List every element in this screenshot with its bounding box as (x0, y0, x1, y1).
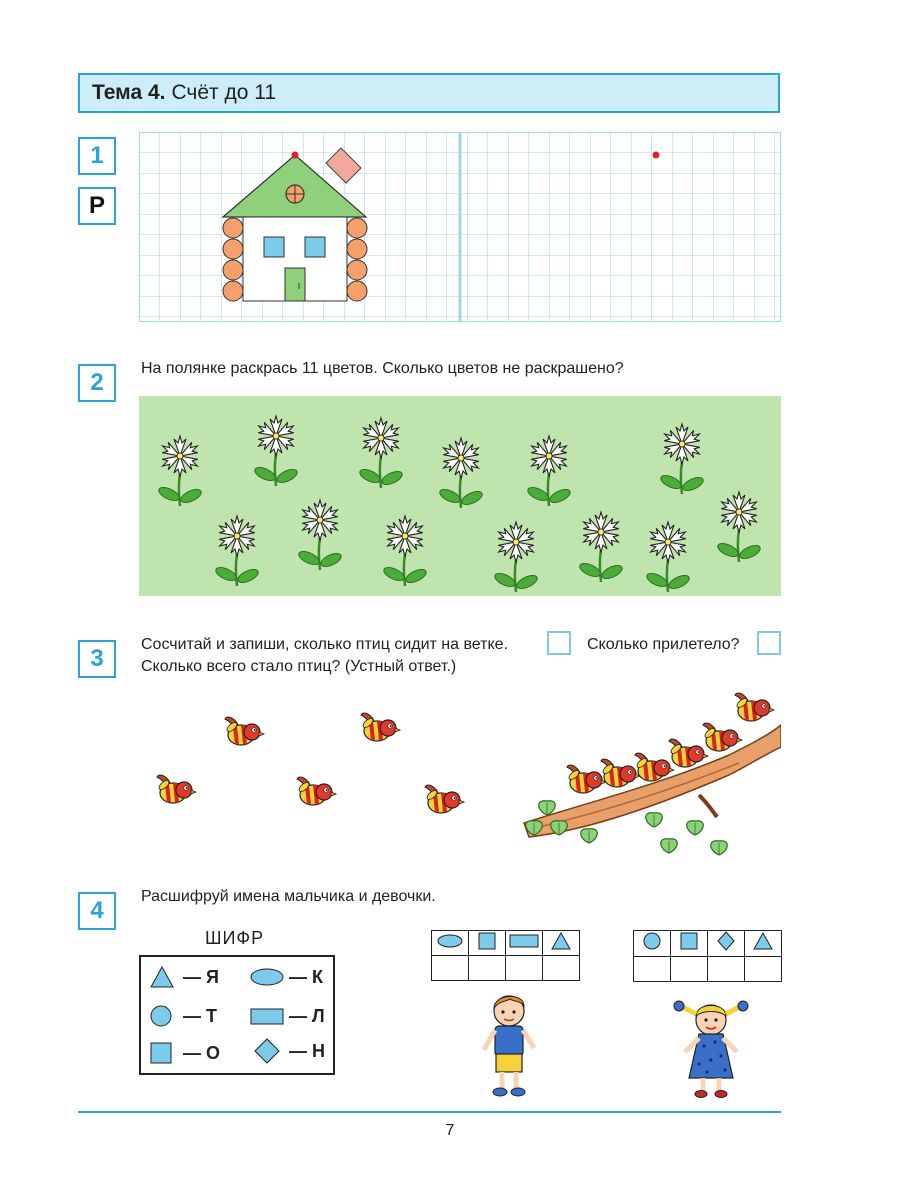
task-4-number: 4 (78, 892, 116, 930)
answer-cell[interactable] (708, 957, 745, 982)
start-dot-left (292, 152, 299, 159)
code-cell (745, 931, 782, 957)
triangle-icon (149, 965, 175, 989)
code-cell (506, 931, 543, 956)
answer-cell[interactable] (469, 956, 506, 981)
answer-cell[interactable] (432, 956, 469, 981)
rectangle-icon (249, 1004, 285, 1028)
flower-icon[interactable] (716, 492, 762, 562)
task-1-grid[interactable] (139, 132, 781, 322)
flower-icon[interactable] (526, 436, 572, 506)
cipher-letter: — Н (289, 1040, 325, 1061)
perched-bird-icon (669, 739, 708, 767)
cipher-legend (139, 955, 335, 1075)
flower-icon[interactable] (358, 418, 404, 488)
flower-icon[interactable] (438, 438, 484, 508)
perched-bird-icon (635, 753, 674, 781)
flower-icon[interactable] (297, 500, 343, 570)
boy-code-table (431, 930, 580, 981)
flower-icon[interactable] (157, 436, 203, 506)
rhombus-icon (716, 931, 736, 951)
cipher-letter: — Т (183, 1005, 217, 1026)
flower-icon[interactable] (214, 516, 260, 586)
answer-cell[interactable] (543, 956, 580, 981)
square-icon (679, 932, 699, 950)
footer-line (78, 1111, 781, 1113)
ellipse-icon (249, 965, 285, 989)
branch (524, 725, 781, 855)
flower-icon[interactable] (253, 416, 299, 486)
answer-cell[interactable] (634, 957, 671, 982)
flower-icon[interactable] (659, 424, 705, 494)
circle-icon (642, 932, 662, 950)
answer-cell[interactable] (671, 957, 708, 982)
window-right (305, 237, 325, 257)
topic-title: Счёт до 11 (171, 81, 277, 104)
flying-bird-icon (297, 777, 336, 805)
task-3-number: 3 (78, 640, 116, 678)
flying-bird-icon (361, 713, 400, 741)
flower-icon[interactable] (645, 522, 691, 592)
rhombus-icon (253, 1037, 281, 1065)
task-2-number: 2 (78, 364, 116, 402)
flying-bird-icon (225, 717, 264, 745)
girl-code-table (633, 930, 782, 982)
cipher-letter: — К (289, 966, 323, 987)
flying-bird-icon (157, 775, 196, 803)
answer-cell[interactable] (745, 957, 782, 982)
door (285, 268, 305, 301)
code-cell (543, 931, 580, 956)
triangle-icon (753, 932, 773, 950)
code-cell (671, 931, 708, 957)
cipher-title: ШИФР (205, 928, 265, 948)
start-dot-right[interactable] (653, 152, 660, 159)
cipher-letter: — Я (183, 966, 219, 987)
page-number: 7 (445, 1122, 455, 1139)
task-1-number: 1 (78, 137, 116, 175)
flower-icon[interactable] (578, 512, 624, 582)
flower-icon[interactable] (382, 516, 428, 586)
task-1-badge: Р (78, 187, 116, 225)
answer-cell[interactable] (506, 956, 543, 981)
topic-header (78, 73, 780, 113)
perched-bird-icon (735, 693, 774, 721)
code-cell (432, 931, 469, 956)
square-icon (149, 1041, 175, 1065)
perched-bird-icon (567, 765, 606, 793)
cipher-letter: — О (183, 1042, 221, 1063)
cipher-letter: — Л (289, 1005, 325, 1026)
window-left (264, 237, 284, 257)
task-4-text: Расшифруй имена мальчика и девочки. (141, 888, 436, 905)
perched-bird-icon (601, 759, 640, 787)
code-cell (708, 931, 745, 957)
topic-label: Тема 4. (92, 81, 166, 104)
square-icon (477, 932, 497, 950)
girl-icon (669, 998, 753, 1098)
ellipse-icon (436, 932, 464, 950)
boy-icon (478, 990, 540, 1098)
flowers-field[interactable] (139, 396, 781, 596)
flying-bird-icon (425, 785, 464, 813)
triangle-icon (551, 932, 571, 950)
task-3-line1b: Сколько прилетело? (587, 636, 740, 653)
task-3-line1: Сосчитай и запиши, сколько птиц сидит на ветке. (141, 636, 509, 653)
task-2-text: На полянке раскрась 11 цветов. Сколько цветов не раскрашено? (141, 360, 624, 377)
circle-icon (149, 1004, 175, 1028)
flower-icon[interactable] (493, 522, 539, 592)
perched-bird-icon (703, 723, 742, 751)
task-3-line2: Сколько всего стало птиц? (Устный ответ.) (141, 658, 457, 675)
code-cell (469, 931, 506, 956)
rectangle-icon (508, 932, 540, 950)
answer-box-sitting[interactable] (547, 631, 571, 655)
birds-illustration (139, 685, 781, 865)
answer-box-arrived[interactable] (757, 631, 781, 655)
code-cell (634, 931, 671, 957)
